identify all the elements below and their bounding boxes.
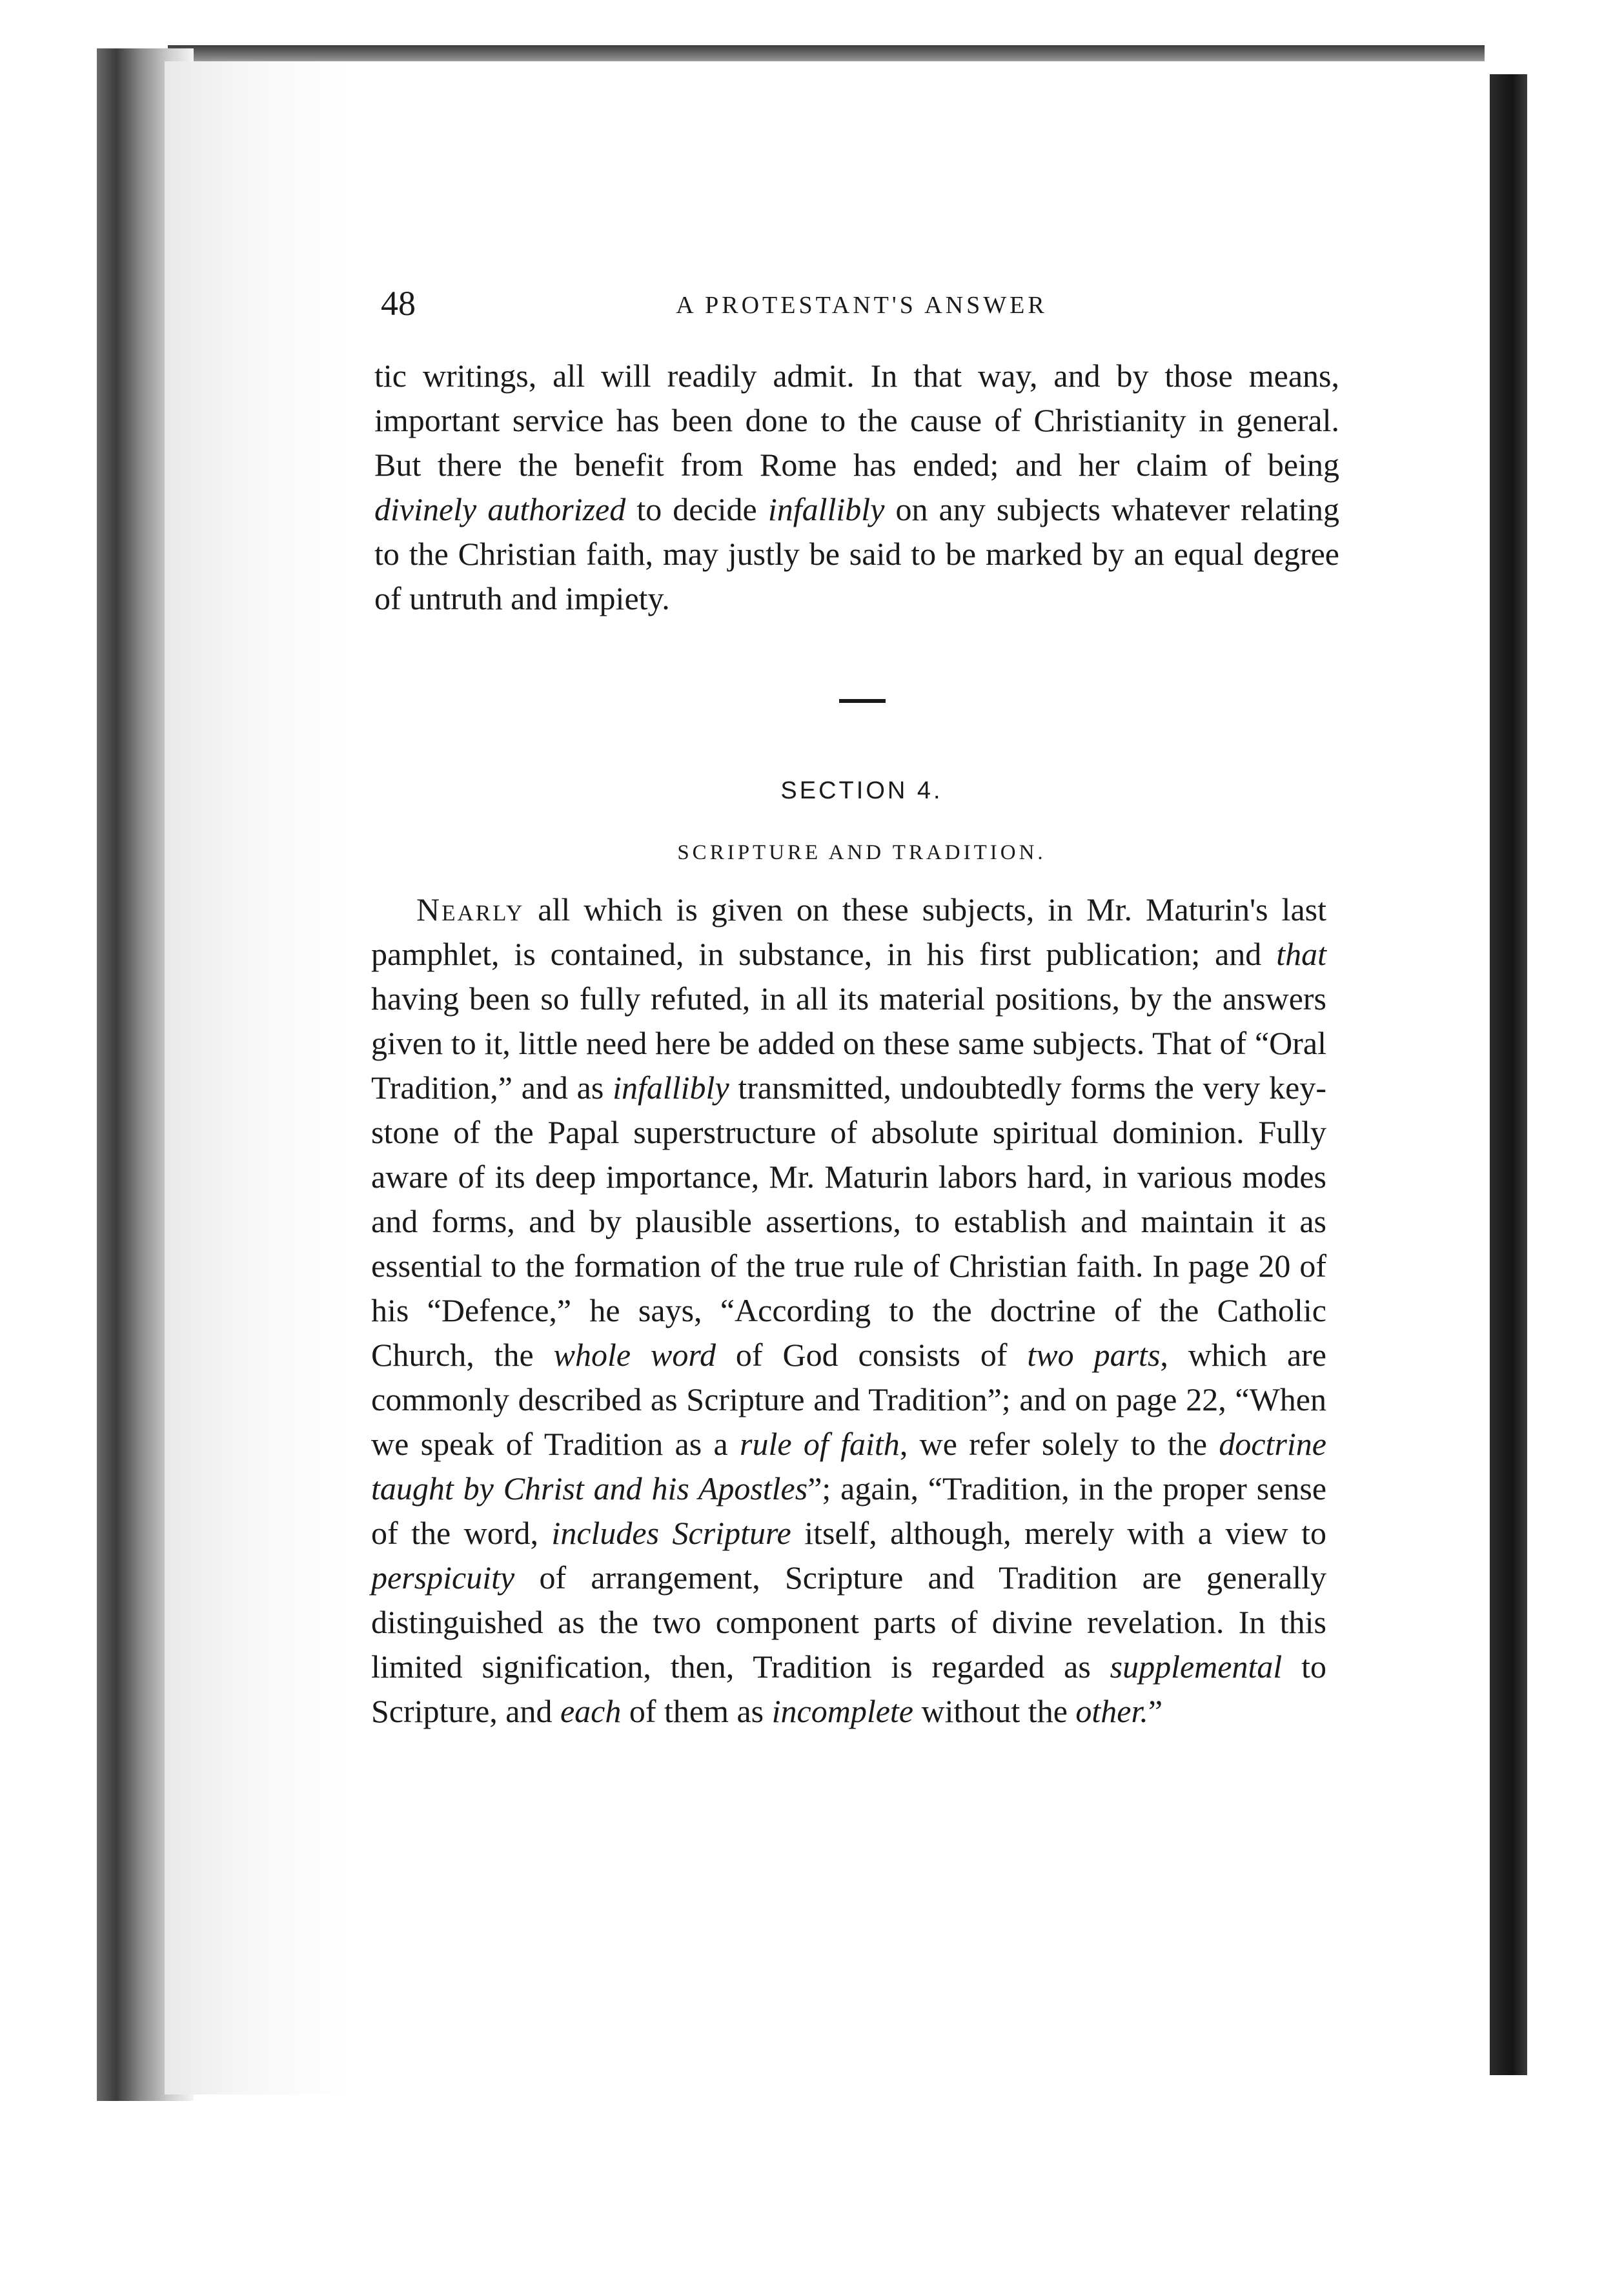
section-subtitle: SCRIPTURE AND TRADITION. <box>677 841 1046 864</box>
italic-run: infallibly <box>767 491 885 527</box>
text-run: having been so fully refuted, in all its material positions, by the answers given to it, little need here be added on these same subjects. That of “Oral Tradition,” and as <box>371 980 1326 1106</box>
running-head <box>381 284 1343 323</box>
text-run: of God consists of <box>715 1337 1028 1373</box>
italic-run: each <box>560 1693 622 1729</box>
italic-run: incomplete <box>771 1693 914 1729</box>
page-number: 48 <box>381 284 416 323</box>
text-run: ” <box>1148 1693 1163 1729</box>
section-divider-rule <box>839 699 886 703</box>
section-body <box>371 888 1326 1734</box>
italic-run: whole word <box>553 1337 716 1373</box>
text-run: to Scripture, and <box>371 1648 1326 1729</box>
running-head-title: A PROTESTANT'S ANSWER <box>676 292 1048 319</box>
text-run: to decide <box>625 491 768 527</box>
italic-run: perspicuity <box>371 1559 515 1596</box>
italic-run: includes Scripture <box>551 1515 791 1551</box>
text-run: , we refer solely to the <box>899 1426 1219 1462</box>
paragraph-continued <box>374 354 1339 621</box>
paragraph-1 <box>374 354 1339 621</box>
book-edge-right <box>1490 74 1527 2075</box>
italic-run: rule of faith <box>740 1426 900 1462</box>
text-run: transmitted, undoubtedly forms the very key-stone of the Papal superstructure of absolute spiritual dominion. Fully aware of its deep importance, Mr. Maturin labors hard, in various modes and forms, and by plausible assertions, to establish and maintain it as essential to the formation of the true rule of Christian faith. In page 20 of his “Defence,” he says, “According to the doctrine of the Catholic Church, the <box>371 1070 1326 1373</box>
lead-word: Nearly <box>416 891 525 928</box>
text-run: on any subjects whatever relating to the Christian faith, may justly be said to be marked by an equal degree of untruth and impiety. <box>374 491 1339 616</box>
text-run: tic writings, all will readily admit. In that way, and by those means, important service has been done to the cause of Christianity in general. But there the benefit from Rome has ended; and her claim of being <box>374 358 1339 483</box>
section-heading: SECTION 4. <box>780 777 943 804</box>
italic-run: that <box>1276 936 1326 972</box>
italic-run: supplemental <box>1110 1648 1283 1685</box>
paragraph-2 <box>371 888 1326 1734</box>
text-run: ”; again, “Tradition, in the proper sense of the word, <box>371 1470 1327 1551</box>
italic-run: other. <box>1075 1693 1148 1729</box>
text-run: all which is given on these subjects, in Mr. Maturin's last pamphlet, is contained, in substance, in his first publication; and <box>371 891 1326 972</box>
italic-run: infallibly <box>613 1070 729 1106</box>
italic-run: two parts <box>1027 1337 1161 1373</box>
text-run: without the <box>913 1693 1076 1729</box>
text-run: , which are commonly described as Scripture and Tradition”; and on page 22, “When we speak of Tradition as a <box>371 1337 1327 1462</box>
text-run: of arrangement, Scripture and Tradition are generally distinguished as the two component parts of divine revelation. In this limited signification, then, Tradition is regarded as <box>371 1559 1326 1685</box>
italic-run: divinely authorized <box>374 491 626 527</box>
text-run: of them as <box>621 1693 772 1729</box>
text-run: itself, although, merely with a view to <box>791 1515 1326 1551</box>
italic-run: doctrine taught by Christ and his Apostles <box>371 1426 1326 1506</box>
